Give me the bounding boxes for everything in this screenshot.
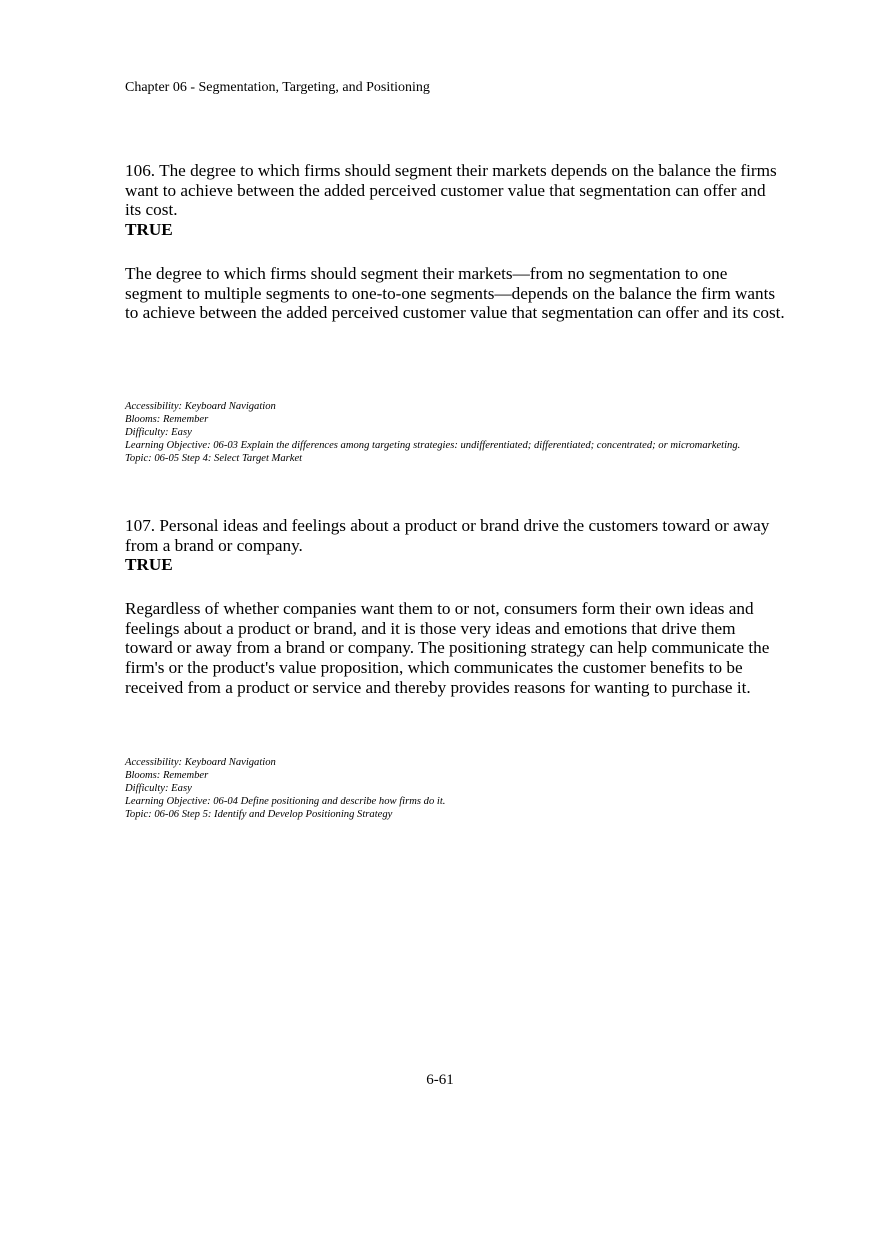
blooms-tag: Blooms: Remember: [125, 770, 209, 782]
page-number: 6-61: [426, 1072, 454, 1088]
chapter-header: Chapter 06 - Segmentation, Targeting, and Positioning: [125, 80, 430, 95]
difficulty-tag: Difficulty: Easy: [125, 427, 192, 439]
question-106-metadata: [125, 400, 745, 465]
topic-tag: Topic: 06-06 Step 5: Identify and Develop Positioning Strategy: [125, 809, 393, 821]
question-107-answer: TRUE: [125, 555, 173, 574]
learning-objective-tag: Learning Objective: 06-03 Explain the differences among targeting strategies: undifferentiated; differentiated; concentrated; or micromarketing.: [125, 440, 741, 452]
question-106-answer: TRUE: [125, 220, 173, 239]
question-107-text: 107. Personal ideas and feelings about a product or brand drive the customers toward or away from a brand or company.: [125, 516, 770, 555]
accessibility-tag: Accessibility: Keyboard Navigation: [125, 757, 276, 768]
topic-tag: Topic: 06-05 Step 4: Select Target Market: [125, 453, 303, 465]
blooms-tag: Blooms: Remember: [125, 414, 209, 426]
question-106-explanation: The degree to which firms should segment their markets—from no segmentation to one segment to multiple segments to one-to-one segments—depends on the balance the firm wants to achieve between the added perceived customer value that segmentation can offer and its cost.: [125, 264, 785, 323]
accessibility-tag: Accessibility: Keyboard Navigation: [125, 401, 276, 412]
difficulty-tag: Difficulty: Easy: [125, 783, 192, 795]
question-107-explanation: Regardless of whether companies want them to or not, consumers form their own ideas and feelings about a product or brand, and it is those very ideas and emotions that drive them toward or away from a brand or company. The positioning strategy can help communicate the firm's or the product's value proposition, which communicates the customer benefits to be received from a product or service and thereby provides reasons for wanting to purchase it.: [125, 599, 770, 697]
question-106-text: 106. The degree to which firms should segment their markets depends on the balance the firms want to achieve between the added perceived customer value that segmentation can offer and its cost.: [125, 161, 777, 220]
learning-objective-tag: Learning Objective: 06-04 Define positioning and describe how firms do it.: [125, 796, 446, 808]
question-107-metadata: [125, 756, 745, 821]
